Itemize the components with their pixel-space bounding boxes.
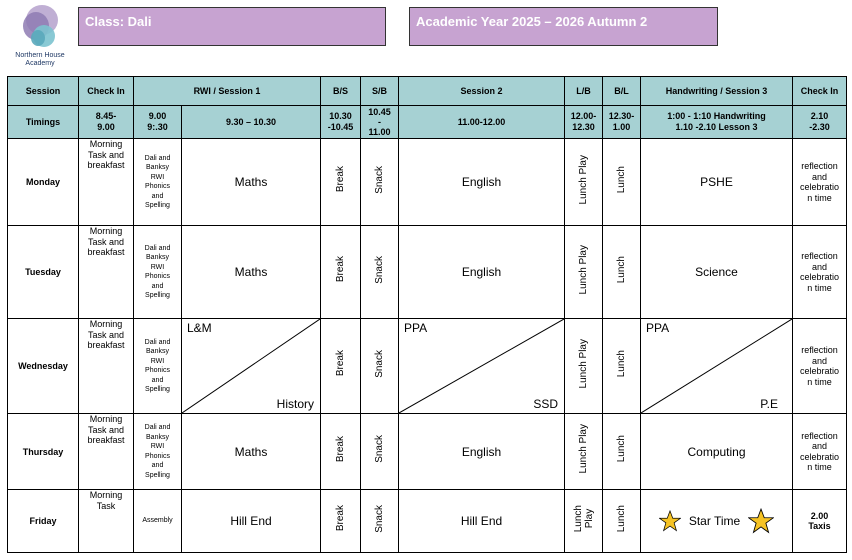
timing-session2: 11.00-12.00: [399, 106, 565, 139]
morning-task: Morning Task and breakfast: [79, 319, 134, 414]
timing-bl: 12.30- 1.00: [603, 106, 641, 139]
lunch-play-cell: Lunch Play: [565, 319, 603, 414]
lunch-play-cell: Lunch Play: [565, 226, 603, 319]
split-bottom-label: SSD: [533, 397, 558, 411]
rwi-cell: Dali and Banksy RWI Phonics and Spelling: [134, 139, 182, 226]
header-sb: S/B: [361, 77, 399, 106]
split-top-label: PPA: [404, 321, 428, 335]
session3-cell: Science: [641, 226, 793, 319]
lunch-cell: Lunch: [603, 139, 641, 226]
session3-cell: PSHE: [641, 139, 793, 226]
snack-cell: Snack: [361, 319, 399, 414]
snack-cell: Snack: [361, 414, 399, 490]
header-rwi: RWI / Session 1: [134, 77, 321, 106]
session2-cell: English: [399, 139, 565, 226]
header-session2: Session 2: [399, 77, 565, 106]
logo-text-line2: Academy: [25, 60, 55, 67]
reflection-cell: reflection and celebratio n time: [793, 319, 847, 414]
reflection-cell: reflection and celebratio n time: [793, 226, 847, 319]
break-cell: Break: [321, 490, 361, 553]
star-icon: [659, 510, 681, 532]
day-name: Monday: [8, 139, 79, 226]
lunch-cell: Lunch: [603, 490, 641, 553]
header-row: [8, 77, 847, 106]
day-row-tuesday: [8, 226, 847, 319]
day-row-thursday: [8, 414, 847, 490]
reflection-cell: reflection and celebratio n time: [793, 414, 847, 490]
timing-checkin2: 2.10 -2.30: [793, 106, 847, 139]
lunch-cell: Lunch: [603, 414, 641, 490]
session2-split-cell: [399, 319, 565, 414]
logo-mark-icon: [18, 4, 62, 50]
logo-text-line1: Northern House: [15, 52, 65, 59]
morning-task: Morning Task and breakfast: [79, 226, 134, 319]
timings-row: [8, 106, 847, 139]
year-title: Academic Year 2025 – 2026 Autumn 2: [409, 7, 718, 46]
timing-session3: 1:00 - 1:10 Handwriting 1.10 -2.10 Lesson 3: [641, 106, 793, 139]
day-name: Thursday: [8, 414, 79, 490]
timing-session1: 9.30 – 10.30: [182, 106, 321, 139]
rwi-cell: Dali and Banksy RWI Phonics and Spelling: [134, 319, 182, 414]
session1-split-cell: [182, 319, 321, 414]
lunch-cell: Lunch: [603, 226, 641, 319]
break-cell: Break: [321, 226, 361, 319]
snack-cell: Snack: [361, 139, 399, 226]
session3-cell: Computing: [641, 414, 793, 490]
academy-logo: [8, 4, 72, 70]
rwi-cell: Dali and Banksy RWI Phonics and Spelling: [134, 226, 182, 319]
session2-cell: Hill End: [399, 490, 565, 553]
day-name: Tuesday: [8, 226, 79, 319]
session1-cell: Maths: [182, 226, 321, 319]
timing-rwi: 9.00 9:.30: [134, 106, 182, 139]
session1-cell: Maths: [182, 139, 321, 226]
rwi-cell: Dali and Banksy RWI Phonics and Spelling: [134, 414, 182, 490]
reflection-cell: reflection and celebratio n time: [793, 139, 847, 226]
lunch-cell: Lunch: [603, 319, 641, 414]
timing-checkin: 8.45- 9.00: [79, 106, 134, 139]
day-row-monday: [8, 139, 847, 226]
day-row-friday: [8, 490, 847, 553]
timing-bs: 10.30 -10.45: [321, 106, 361, 139]
header-bs: B/S: [321, 77, 361, 106]
star-time-label: Star Time: [688, 514, 741, 528]
header-session: Session: [8, 77, 79, 106]
break-cell: Break: [321, 139, 361, 226]
snack-cell: Snack: [361, 490, 399, 553]
morning-task: Morning Task and breakfast: [79, 414, 134, 490]
split-top-label: L&M: [187, 321, 212, 335]
session1-cell: Maths: [182, 414, 321, 490]
class-title: Class: Dali: [78, 7, 386, 46]
split-bottom-label: P.E: [760, 397, 778, 411]
timing-sb: 10.45 - 11.00: [361, 106, 399, 139]
lunch-play-cell: Lunch Play: [565, 414, 603, 490]
session2-cell: English: [399, 226, 565, 319]
timing-lb: 12.00- 12.30: [565, 106, 603, 139]
morning-task: Morning Task: [79, 490, 134, 553]
header-bl: B/L: [603, 77, 641, 106]
header-checkin2: Check In: [793, 77, 847, 106]
day-row-wednesday: [8, 319, 847, 414]
day-name: Wednesday: [8, 319, 79, 414]
taxis-cell: 2.00 Taxis: [793, 490, 847, 553]
header-handwriting: Handwriting / Session 3: [641, 77, 793, 106]
split-bottom-label: History: [276, 397, 314, 411]
star-icon: [748, 508, 774, 534]
timings-label: Timings: [8, 106, 79, 139]
timetable: [7, 76, 847, 553]
header-checkin: Check In: [79, 77, 134, 106]
lunch-play-cell: Lunch Play: [565, 139, 603, 226]
lunch-play-cell: Lunch Play: [565, 490, 603, 553]
split-top-label: PPA: [646, 321, 670, 335]
session1-cell: Hill End: [182, 490, 321, 553]
morning-task: Morning Task and breakfast: [79, 139, 134, 226]
snack-cell: Snack: [361, 226, 399, 319]
header-lb: L/B: [565, 77, 603, 106]
break-cell: Break: [321, 414, 361, 490]
session2-cell: English: [399, 414, 565, 490]
assembly-cell: Assembly: [134, 490, 182, 553]
day-name: Friday: [8, 490, 79, 553]
star-time-cell: [641, 490, 793, 553]
break-cell: Break: [321, 319, 361, 414]
session3-split-cell: [641, 319, 793, 414]
